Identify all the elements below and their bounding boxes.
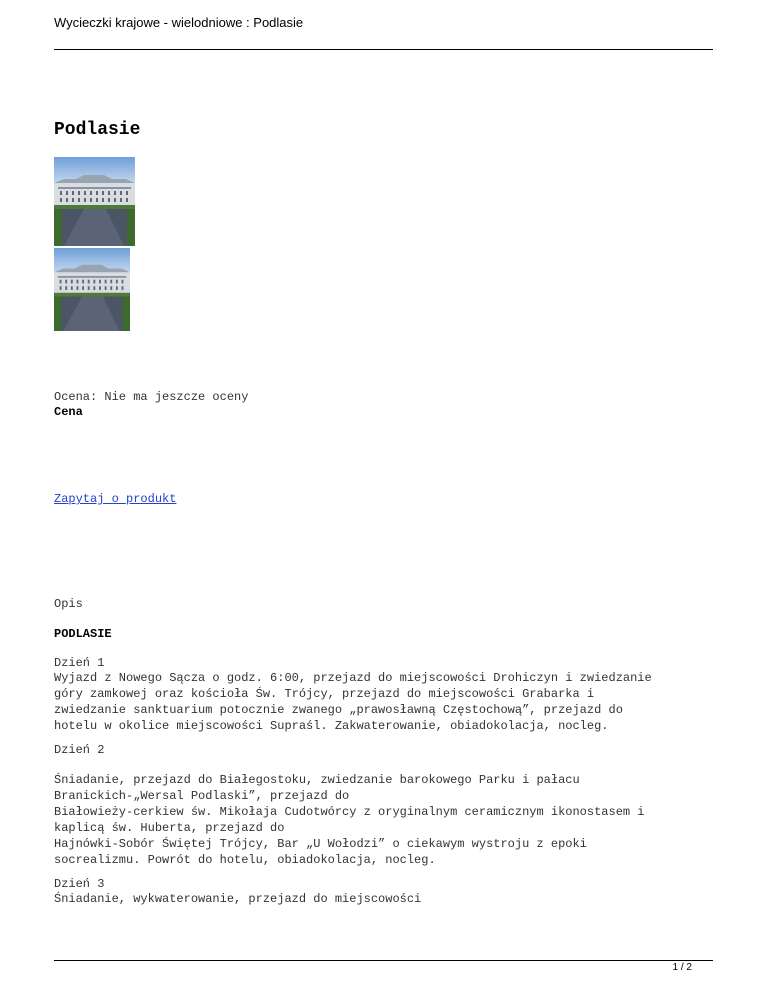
- page-title: Podlasie: [54, 120, 141, 140]
- day2-line: kaplicą św. Huberta, przejazd do: [54, 821, 285, 835]
- ask-about-product-link[interactable]: Zapytaj o produkt: [54, 492, 177, 506]
- day3-text: [54, 891, 714, 907]
- day2-line: Śniadanie, przejazd do Białegostoku, zwiedzanie barokowego Parku i pałacu: [54, 773, 580, 787]
- palace-photo-icon: [54, 157, 135, 246]
- day1-line: hotelu w okolice miejscowości Supraśl. Zakwaterowanie, obiadokolacja, nocleg.: [54, 719, 609, 733]
- page-number: 1 / 2: [672, 962, 692, 973]
- footer-divider: [54, 960, 713, 961]
- price-label: Cena: [54, 405, 83, 419]
- day1-line: góry zamkowej oraz kościoła Św. Trójcy, przejazd do miejscowości Grabarka i: [54, 687, 595, 701]
- day1-line: Wyjazd z Nowego Sącza o godz. 6:00, przejazd do miejscowości Drohiczyn i zwiedzanie: [54, 671, 652, 685]
- document-header: Wycieczki krajowe - wielodniowe : Podlasie: [54, 15, 304, 30]
- day2-text: [54, 772, 714, 868]
- header-divider: [54, 49, 713, 50]
- day3-line: Śniadanie, wykwaterowanie, przejazd do miejscowości: [54, 892, 422, 906]
- day2-label: Dzień 2: [54, 743, 105, 757]
- palace-photo-small[interactable]: [54, 248, 130, 331]
- palace-photo-icon: [54, 248, 130, 331]
- palace-photo-large[interactable]: [54, 157, 135, 246]
- day1-label: Dzień 1: [54, 656, 105, 670]
- day2-line: Branickich-„Wersal Podlaski”, przejazd do: [54, 789, 350, 803]
- day3-label: Dzień 3: [54, 877, 105, 891]
- day2-line: Hajnówki-Sobór Świętej Trójcy, Bar „U Wołodzi” o ciekawym wystroju z epoki: [54, 837, 587, 851]
- rating-text: Ocena: Nie ma jeszcze oceny: [54, 390, 249, 404]
- day2-line: Białowieży-cerkiew św. Mikołaja Cudotwórcy z oryginalnym ceramicznym ikonostasem i: [54, 805, 645, 819]
- day1-text: [54, 670, 714, 734]
- description-heading: PODLASIE: [54, 627, 112, 641]
- day2-line: socrealizmu. Powrót do hotelu, obiadokolacja, nocleg.: [54, 853, 436, 867]
- description-label: Opis: [54, 597, 83, 611]
- day1-line: zwiedzanie sanktuarium potocznie zwanego „prawosławną Częstochową”, przejazd do: [54, 703, 623, 717]
